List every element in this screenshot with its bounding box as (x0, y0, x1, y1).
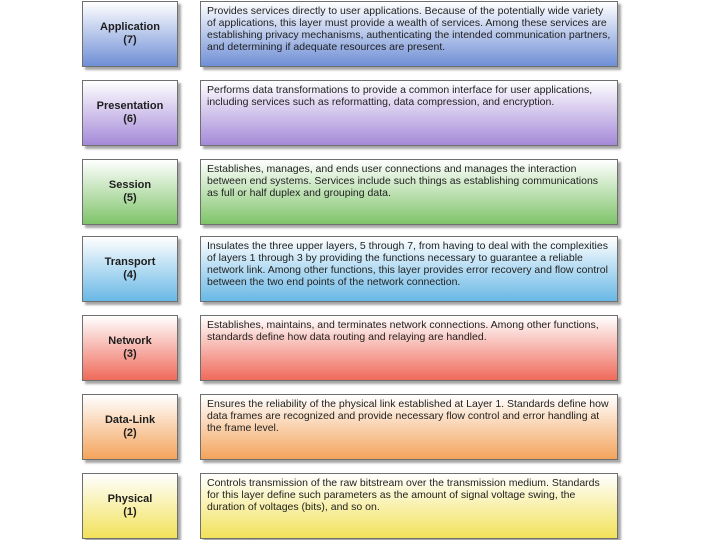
layer-name: Application (100, 21, 160, 33)
layer-name: Transport (104, 256, 156, 268)
layer-name: Session (108, 179, 152, 191)
layer-number: (7) (123, 34, 137, 46)
layer-row-data-link (82, 394, 618, 460)
layer-label-session (82, 159, 178, 225)
layer-name: Presentation (96, 100, 164, 112)
layer-number: (5) (123, 192, 137, 204)
layer-row-presentation (82, 80, 618, 146)
layer-description-data-link: Ensures the reliability of the physical link established at Layer 1. Standards define how data frames are recognized and provide necessary flow control and error handling at the frame level. (200, 394, 618, 460)
layer-label-data-link (82, 394, 178, 460)
layer-row-session (82, 159, 618, 225)
layer-description-physical: Controls transmission of the raw bitstream over the transmission medium. Standards for this layer define such parameters as the amount of signal voltage swing, the duration of voltages (bits), and so on. (200, 473, 618, 539)
layer-number: (1) (123, 506, 137, 518)
layer-label-application (82, 1, 178, 67)
layer-label-transport (82, 236, 178, 302)
layer-description-session: Establishes, manages, and ends user connections and manages the interaction between end systems. Services include such things as establishing communications as full or half duplex and grouping data. (200, 159, 618, 225)
layer-label-network (82, 315, 178, 381)
layer-description-presentation: Performs data transformations to provide a common interface for user applications, including services such as reformatting, data compression, and encryption. (200, 80, 618, 146)
layer-name: Network (108, 335, 152, 347)
layer-row-application (82, 1, 618, 67)
layer-description-transport: Insulates the three upper layers, 5 through 7, from having to deal with the complexities of layers 1 through 3 by providing the functions necessary to guarantee a reliable network link. Among other functions, this layer provides error recovery and flow control between the two end points of the network connection. (200, 236, 618, 302)
layer-row-transport (82, 236, 618, 302)
layer-row-physical (82, 473, 618, 539)
layer-number: (2) (123, 427, 137, 439)
layer-name: Data-Link (104, 414, 156, 426)
layer-number: (6) (123, 113, 137, 125)
layer-row-network (82, 315, 618, 381)
layer-label-presentation (82, 80, 178, 146)
layer-label-physical (82, 473, 178, 539)
layer-description-network: Establishes, maintains, and terminates network connections. Among other functions, standards define how data routing and relaying are handled. (200, 315, 618, 381)
layer-number: (3) (123, 348, 137, 360)
layer-description-application: Provides services directly to user applications. Because of the potentially wide variety of applications, this layer must provide a wealth of services. Among these services are establishing privacy mechanisms, authenticating the intended communication partners, and determining if adequate resources are present. (200, 1, 618, 67)
layer-name: Physical (107, 493, 153, 505)
layer-number: (4) (123, 269, 137, 281)
